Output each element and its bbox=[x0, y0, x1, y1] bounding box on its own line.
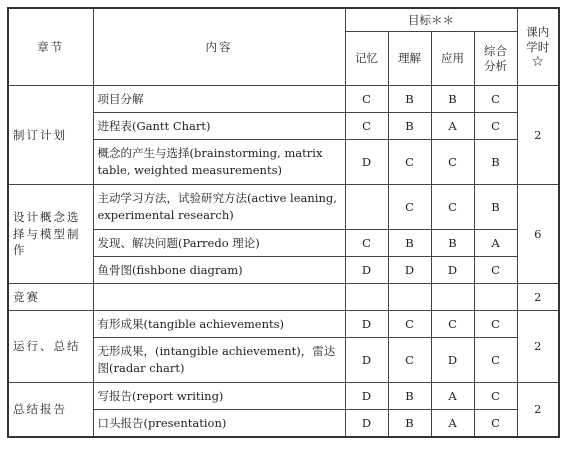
grade-cell: B bbox=[388, 410, 431, 438]
grade-cell: C bbox=[474, 338, 517, 383]
grade-cell: D bbox=[431, 338, 474, 383]
grade-cell: C bbox=[474, 257, 517, 284]
content-cell: 概念的产生与选择(brainstorming, matrix table, weighted measurements) bbox=[93, 140, 345, 185]
grade-cell: C bbox=[388, 140, 431, 185]
grade-cell: B bbox=[388, 230, 431, 257]
header-hours-line1: 课内 bbox=[526, 25, 550, 40]
grade-cell: C bbox=[345, 113, 388, 140]
grade-cell: B bbox=[474, 185, 517, 230]
hours-cell: 2 bbox=[517, 311, 559, 383]
content-cell: 进程表(Gantt Chart) bbox=[93, 113, 345, 140]
grade-cell: C bbox=[474, 311, 517, 338]
grade-cell: B bbox=[388, 113, 431, 140]
grade-cell bbox=[388, 284, 431, 311]
content-cell: 项目分解 bbox=[93, 86, 345, 113]
content-cell: 有形成果(tangible achievements) bbox=[93, 311, 345, 338]
hours-cell: 6 bbox=[517, 185, 559, 284]
grade-cell: D bbox=[345, 338, 388, 383]
grade-cell: C bbox=[345, 230, 388, 257]
hours-cell: 2 bbox=[517, 284, 559, 311]
grade-cell: B bbox=[388, 383, 431, 410]
grade-cell: A bbox=[431, 113, 474, 140]
grade-cell: C bbox=[474, 410, 517, 438]
grade-cell bbox=[431, 284, 474, 311]
table-row bbox=[8, 86, 559, 113]
grade-cell: C bbox=[474, 383, 517, 410]
grade-cell: C bbox=[431, 185, 474, 230]
header-understanding: 理解 bbox=[388, 32, 431, 86]
hours-cell: 2 bbox=[517, 86, 559, 185]
grade-cell: A bbox=[474, 230, 517, 257]
chapter-cell: 运行、总结 bbox=[8, 311, 93, 383]
grade-cell bbox=[345, 284, 388, 311]
header-application: 应用 bbox=[431, 32, 474, 86]
header-hours bbox=[517, 8, 559, 86]
grade-cell: C bbox=[431, 311, 474, 338]
content-cell: 写报告(report writing) bbox=[93, 383, 345, 410]
grade-cell: C bbox=[345, 86, 388, 113]
content-cell: 鱼骨图(fishbone diagram) bbox=[93, 257, 345, 284]
header-synthesis-analysis: 综合 分析 bbox=[474, 32, 517, 86]
grade-cell: D bbox=[345, 140, 388, 185]
grade-cell: D bbox=[345, 410, 388, 438]
content-cell: 发现、解决问题(Parredo 理论) bbox=[93, 230, 345, 257]
header-chapter: 章节 bbox=[8, 8, 93, 86]
grade-cell: C bbox=[388, 185, 431, 230]
grade-cell: C bbox=[388, 311, 431, 338]
grade-cell: B bbox=[474, 140, 517, 185]
grade-cell: C bbox=[388, 338, 431, 383]
grade-cell: D bbox=[345, 383, 388, 410]
curriculum-table bbox=[7, 7, 560, 438]
chapter-cell: 总结报告 bbox=[8, 383, 93, 438]
grade-cell: D bbox=[345, 257, 388, 284]
chapter-cell: 制订计划 bbox=[8, 86, 93, 185]
chapter-cell: 竞赛 bbox=[8, 284, 93, 311]
hours-cell: 2 bbox=[517, 383, 559, 438]
curriculum-table-container bbox=[7, 7, 560, 438]
grade-cell: C bbox=[431, 140, 474, 185]
header-row-top bbox=[8, 8, 559, 32]
grade-cell: B bbox=[431, 230, 474, 257]
content-cell: 主动学习方法，试验研究方法(active leaning, experimental research) bbox=[93, 185, 345, 230]
grade-cell: C bbox=[474, 113, 517, 140]
grade-cell: B bbox=[388, 86, 431, 113]
grade-cell bbox=[474, 284, 517, 311]
grade-cell: C bbox=[474, 86, 517, 113]
grade-cell: D bbox=[388, 257, 431, 284]
grade-cell bbox=[345, 185, 388, 230]
content-cell: 口头报告(presentation) bbox=[93, 410, 345, 438]
grade-cell: A bbox=[431, 383, 474, 410]
table-row bbox=[8, 383, 559, 410]
table-row bbox=[8, 311, 559, 338]
content-cell: 无形成果，(intangible achievement)，雷达图(radar chart) bbox=[93, 338, 345, 383]
table-row bbox=[8, 284, 559, 311]
grade-cell: D bbox=[345, 311, 388, 338]
header-goal: 目标＊＊ bbox=[345, 8, 517, 32]
header-hours-line2: 学时☆ bbox=[526, 39, 550, 69]
header-content: 内容 bbox=[93, 8, 345, 86]
chapter-cell: 设计概念选择与模型制作 bbox=[8, 185, 93, 284]
header-memory: 记忆 bbox=[345, 32, 388, 86]
grade-cell: B bbox=[431, 86, 474, 113]
grade-cell: D bbox=[431, 257, 474, 284]
grade-cell: A bbox=[431, 410, 474, 438]
content-cell bbox=[93, 284, 345, 311]
table-row bbox=[8, 185, 559, 230]
